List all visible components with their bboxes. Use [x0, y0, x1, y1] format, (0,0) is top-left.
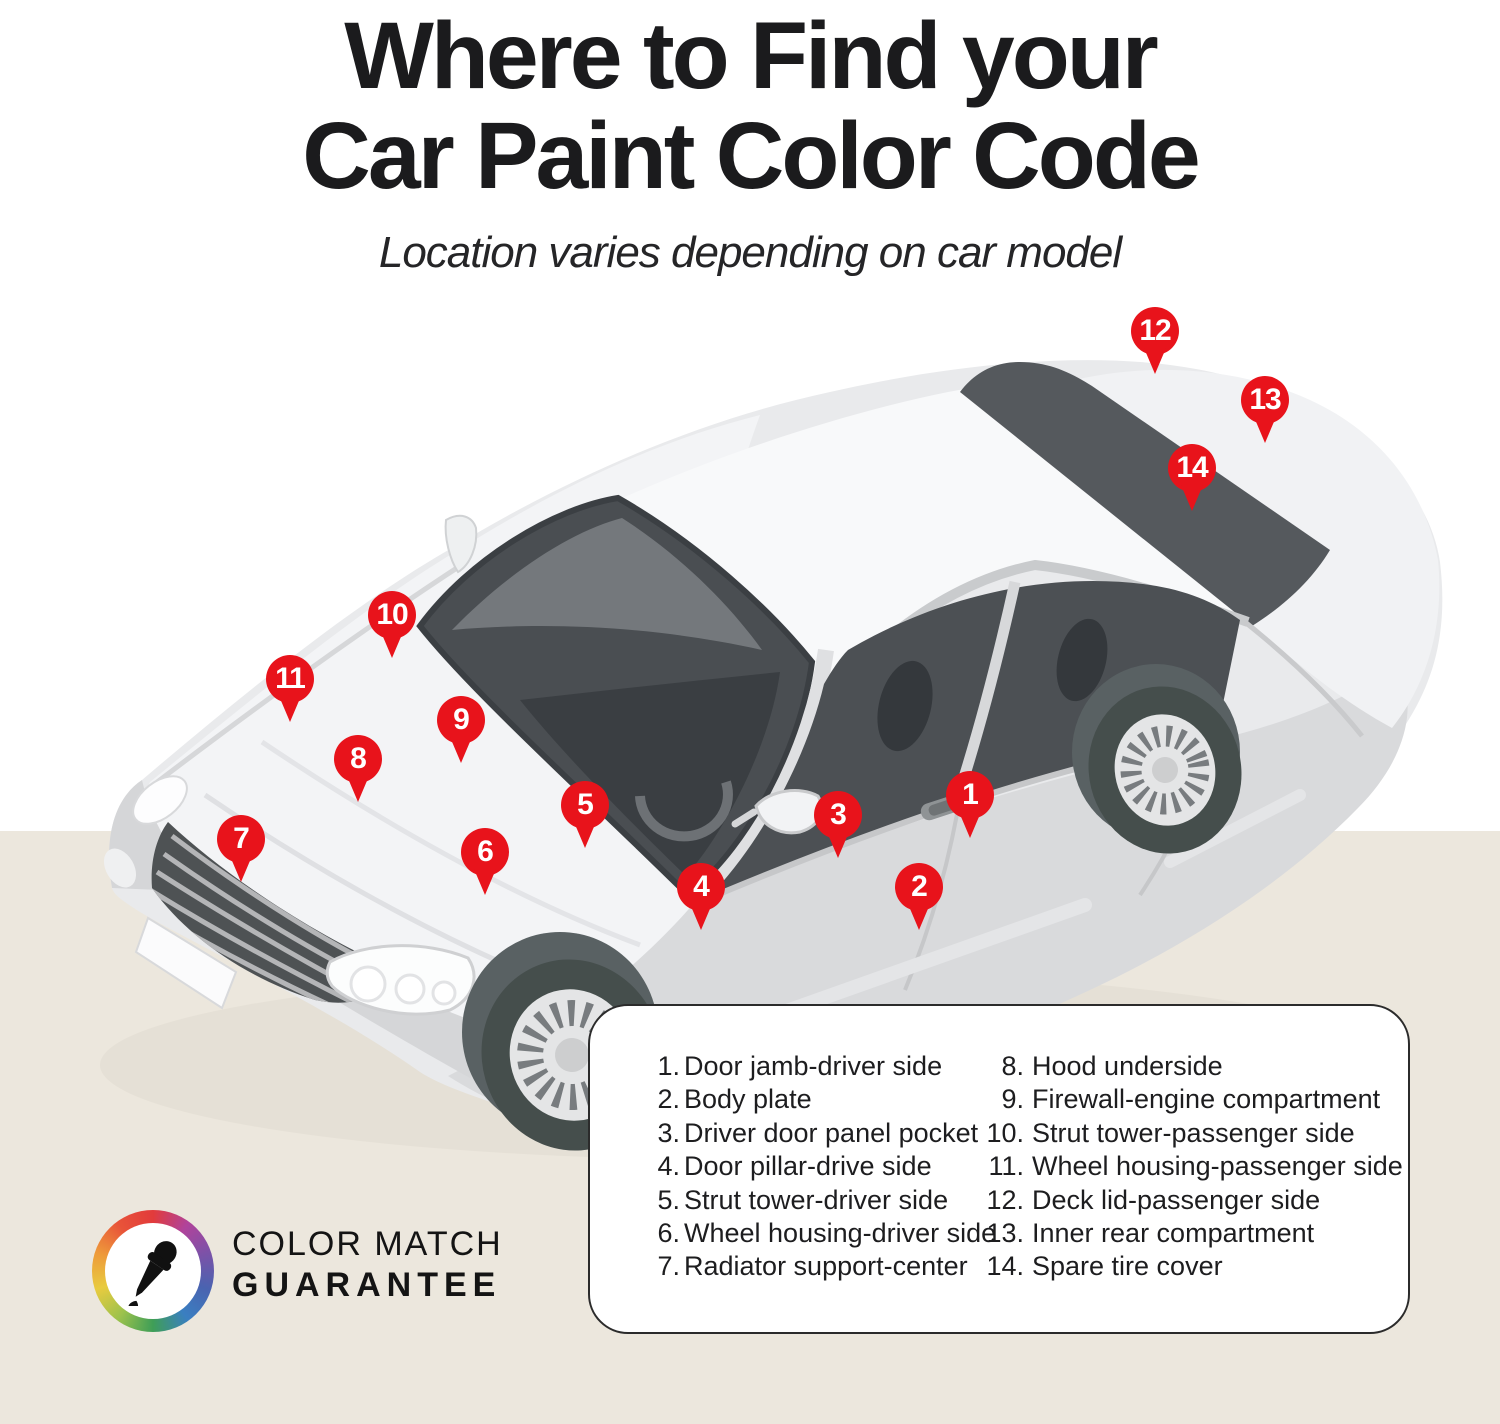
eyedropper-icon — [118, 1236, 188, 1306]
location-pin-3: 3 — [814, 791, 862, 839]
location-pin-7: 7 — [217, 815, 265, 863]
badge-line-2: GUARANTEE — [232, 1266, 502, 1304]
legend-item: 4. Door pillar-drive side — [657, 1151, 932, 1182]
legend-item: 1. Door jamb-driver side — [657, 1051, 943, 1081]
badge-text — [232, 1224, 503, 1306]
legend-item: 8. Hood underside — [1001, 1051, 1223, 1081]
page-subtitle: Location varies depending on car model — [378, 228, 1122, 277]
title-line-1: Where to Find your — [344, 3, 1156, 109]
color-match-badge — [92, 1210, 503, 1332]
legend-item: 6. Wheel housing-driver side — [657, 1217, 997, 1248]
location-pin-12: 12 — [1131, 307, 1179, 355]
location-pin-9: 9 — [437, 696, 485, 744]
location-pin-1: 1 — [946, 771, 994, 819]
legend-item: 2. Body plate — [657, 1084, 812, 1115]
badge-inner-circle — [105, 1223, 201, 1319]
legend-item: 12. Deck lid-passenger side — [986, 1184, 1321, 1215]
legend-item: 10. Strut tower-passenger side — [986, 1117, 1355, 1148]
legend-item: 9. Firewall-engine compartment — [1001, 1084, 1381, 1115]
page-title — [0, 3, 1500, 209]
legend-item: 14. Spare tire cover — [986, 1251, 1223, 1282]
badge-line-1: COLOR MATCH — [232, 1225, 503, 1263]
legend-item: 5. Strut tower-driver side — [657, 1184, 949, 1215]
legend-item: 13. Inner rear compartment — [986, 1217, 1315, 1248]
rainbow-ring — [92, 1210, 214, 1332]
location-pin-13: 13 — [1241, 376, 1289, 424]
location-pin-2: 2 — [895, 863, 943, 911]
location-pin-4: 4 — [677, 863, 725, 911]
legend-item: 11. Wheel housing-passenger side — [988, 1151, 1403, 1182]
title-line-2: Car Paint Color Code — [302, 103, 1198, 209]
location-pin-11: 11 — [266, 655, 314, 703]
legend-item: 7. Radiator support-center — [657, 1251, 968, 1282]
legend-box — [588, 1004, 1410, 1334]
location-pin-6: 6 — [461, 828, 509, 876]
legend-col2 — [986, 1050, 1403, 1332]
location-pin-8: 8 — [334, 735, 382, 783]
location-pin-14: 14 — [1168, 444, 1216, 492]
legend-col1 — [656, 1050, 997, 1332]
location-pin-10: 10 — [368, 591, 416, 639]
legend-item: 3. Driver door panel pocket — [657, 1117, 979, 1148]
location-pin-5: 5 — [561, 781, 609, 829]
